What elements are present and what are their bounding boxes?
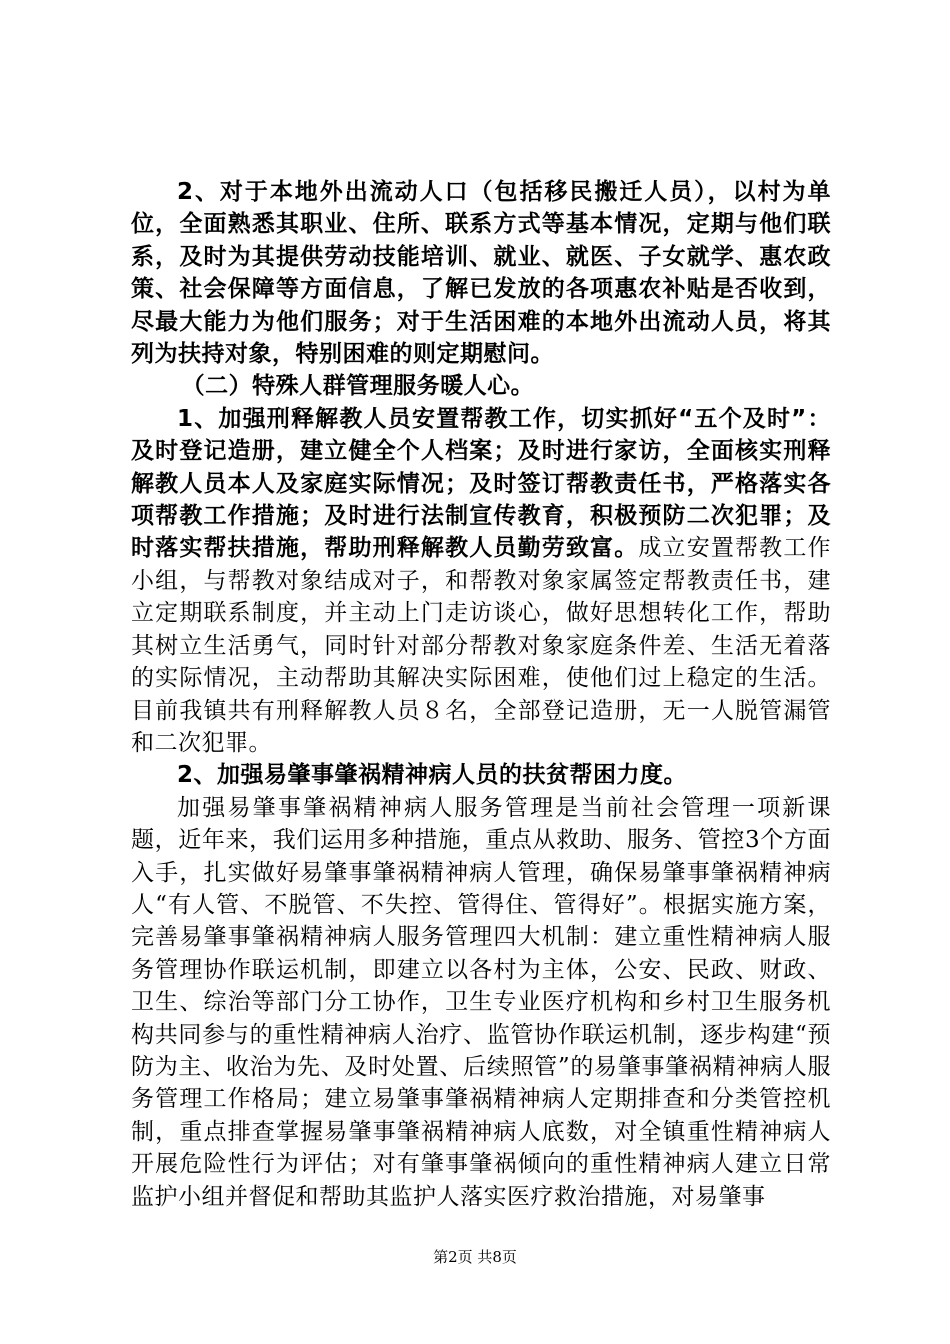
paragraph-released-prisoners	[131, 403, 831, 759]
page-number-footer: 第2页 共8页	[433, 1248, 517, 1266]
section-heading-special-groups: （二）特殊人群管理服务暖人心。	[181, 373, 535, 400]
paragraph-released-prisoners-detail: 成立安置帮教工作小组，与帮教对象结成对子，和帮教对象家属签定帮教责任书，建立定期联系制度，并主动上门走访谈心，做好思想转化工作，帮助其树立生活勇气，同时针对部分帮教对象家庭条件差、生活无着落的实际情况，主动帮助其解决实际困难，使他们过上稳定的生活。目前我镇共有刑释解教人员８名，全部登记造册，无一人脱管漏管和二次犯罪。	[131, 535, 832, 756]
subheading-mental-illness: 2、加强易肇事肇祸精神病人员的扶贫帮困力度。	[177, 762, 688, 789]
document-body	[131, 176, 831, 1213]
paragraph-migrant-population: 2、对于本地外出流动人口（包括移民搬迁人员），以村为单位，全面熟悉其职业、住所、联系方式等基本情况，定期与他们联系，及时为其提供劳动技能培训、就业、就医、子女就学、惠农政策、社会保障等方面信息，了解已发放的各项惠农补贴是否收到，尽最大能力为他们服务；对于生活困难的本地外出流动人员，将其列为扶持对象，特别困难的则定期慰问。	[131, 179, 831, 368]
paragraph-released-prisoners-lead: 1、加强刑释解教人员安置帮教工作，切实抓好“五个及时”：及时登记造册，建立健全个人档案；及时进行家访，全面核实刑释解教人员本人及家庭实际情况；及时签订帮教责任书，严格落实各项帮教工作措施；及时进行法制宣传教育，积极预防二次犯罪；及时落实帮扶措施，帮助刑释解教人员勤劳致富。	[131, 405, 831, 562]
paragraph-mental-illness-management: 加强易肇事肇祸精神病人服务管理是当前社会管理一项新课题，近年来，我们运用多种措施，重点从救助、服务、管控3个方面入手，扎实做好易肇事肇祸精神病人管理，确保易肇事肇祸精神病人“有人管、不脱管、不失控、管得住、管得好”。根据实施方案，完善易肇事肇祸精神病人服务管理四大机制：建立重性精神病人服务管理协作联运机制，即建立以各村为主体，公安、民政、财政、卫生、综治等部门分工协作，卫生专业医疗机构和乡村卫生服务机构共同参与的重性精神病人治疗、监管协作联运机制，逐步构建“预防为主、收治为先、及时处置、后续照管”的易肇事肇祸精神病人服务管理工作格局；建立易肇事肇祸精神病人定期排查和分类管控机制，重点排查掌握易肇事肇祸精神病人底数，对全镇重性精神病人开展危险性行为评估；对有肇事肇祸倾向的重性精神病人建立日常监护小组并督促和帮助其监护人落实医疗救治措施，对易肇事	[131, 794, 831, 1210]
